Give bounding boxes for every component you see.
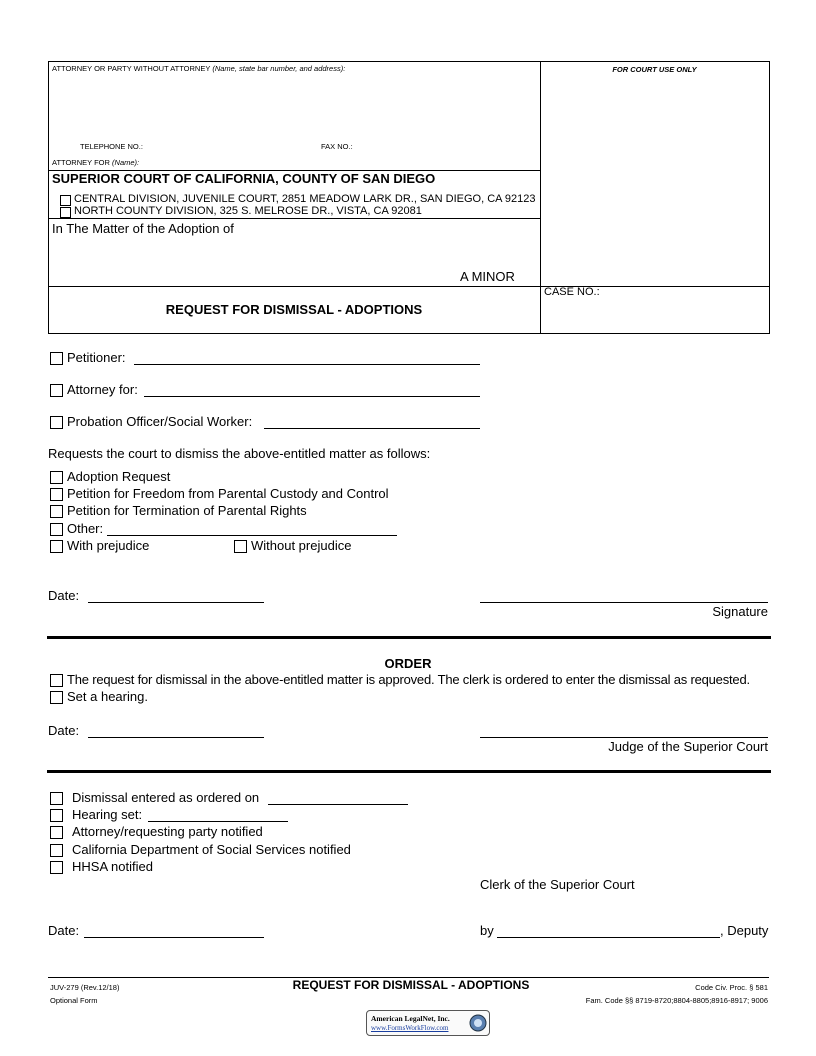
case-no-label: CASE NO.: xyxy=(544,286,600,298)
petitioner-label: Petitioner: xyxy=(67,350,126,365)
other-checkbox[interactable] xyxy=(50,523,63,536)
clerk-date-label: Date: xyxy=(48,923,80,938)
vertical-divider xyxy=(540,61,541,333)
attorney-notified-label: Attorney/requesting party notified xyxy=(72,824,263,839)
adoption-checkbox[interactable] xyxy=(50,471,63,484)
with-prejudice-checkbox[interactable] xyxy=(50,540,63,553)
signature-line[interactable] xyxy=(480,602,768,603)
legalnet-logo[interactable] xyxy=(366,1010,490,1036)
approved-label: The request for dismissal in the above-entitled matter is approved. The clerk is ordered to enter the dismissal as requested. xyxy=(67,672,750,687)
cdss-notified-checkbox[interactable] xyxy=(50,844,63,857)
other-line[interactable] xyxy=(107,535,397,536)
signature-label: Signature xyxy=(712,604,768,619)
petitioner-line[interactable] xyxy=(134,364,480,365)
set-hearing-checkbox[interactable] xyxy=(50,691,63,704)
clerk-date-line[interactable] xyxy=(84,937,264,938)
hearing-set-line[interactable] xyxy=(148,821,288,822)
freedom-checkbox[interactable] xyxy=(50,488,63,501)
request-intro: Requests the court to dismiss the above-entitled matter as follows: xyxy=(48,446,431,461)
attorney-label: Attorney for: xyxy=(67,382,138,397)
attorney-for-label: ATTORNEY FOR (Name): xyxy=(52,158,140,167)
entered-line[interactable] xyxy=(268,804,408,805)
adoption-label: Adoption Request xyxy=(67,469,171,484)
hhsa-notified-checkbox[interactable] xyxy=(50,861,63,874)
hhsa-notified-label: HHSA notified xyxy=(72,859,153,874)
minor-label: A MINOR xyxy=(460,269,515,284)
form-title: REQUEST FOR DISMISSAL - ADOPTIONS xyxy=(165,302,423,317)
probation-line[interactable] xyxy=(264,428,480,429)
petitioner-checkbox[interactable] xyxy=(50,352,63,365)
telephone-label: TELEPHONE NO.: xyxy=(80,142,143,151)
divider-title xyxy=(48,286,769,287)
attorney-line[interactable] xyxy=(144,396,480,397)
without-prejudice-label: Without prejudice xyxy=(251,538,352,553)
termination-checkbox[interactable] xyxy=(50,505,63,518)
termination-label: Petition for Termination of Parental Rights xyxy=(67,503,307,518)
approved-checkbox[interactable] xyxy=(50,674,63,687)
hearing-set-checkbox[interactable] xyxy=(50,809,63,822)
freedom-label: Petition for Freedom from Parental Custody and Control xyxy=(67,486,389,501)
attorney-label: ATTORNEY OR PARTY WITHOUT ATTORNEY (Name, state bar number, and address): xyxy=(52,64,346,73)
optional-form: Optional Form xyxy=(50,996,98,1005)
form-number: JUV-279 (Rev.12/18) xyxy=(50,983,120,992)
entered-label: Dismissal entered as ordered on xyxy=(72,790,260,805)
court-use-label: FOR COURT USE ONLY xyxy=(612,65,697,74)
request-date-label: Date: xyxy=(48,588,80,603)
attorney-notified-checkbox[interactable] xyxy=(50,826,63,839)
fam-code: Fam. Code §§ 8719-8720;8804-8805;8916-8917; 9006 xyxy=(585,996,768,1005)
judge-label: Judge of the Superior Court xyxy=(608,739,768,754)
central-division-label: CENTRAL DIVISION, JUVENILE COURT, 2851 MEADOW LARK DR., SAN DIEGO, CA 92123 xyxy=(74,193,536,205)
order-divider xyxy=(47,636,771,639)
attorney-checkbox[interactable] xyxy=(50,384,63,397)
entered-checkbox[interactable] xyxy=(50,792,63,805)
court-title: SUPERIOR COURT OF CALIFORNIA, COUNTY OF SAN DIEGO xyxy=(52,171,436,186)
divider-matter xyxy=(48,218,540,219)
clerk-title: Clerk of the Superior Court xyxy=(480,877,635,892)
clerk-divider xyxy=(47,770,771,773)
order-date-label: Date: xyxy=(48,723,80,738)
order-date-line[interactable] xyxy=(88,737,264,738)
globe-icon xyxy=(469,1014,487,1032)
set-hearing-label: Set a hearing. xyxy=(67,689,148,704)
request-date-line[interactable] xyxy=(88,602,264,603)
without-prejudice-checkbox[interactable] xyxy=(234,540,247,553)
with-prejudice-label: With prejudice xyxy=(67,538,150,553)
judge-line[interactable] xyxy=(480,737,768,738)
by-label: by xyxy=(480,923,494,938)
deputy-label: , Deputy xyxy=(720,923,769,938)
central-division-checkbox[interactable] xyxy=(60,195,71,206)
north-division-checkbox[interactable] xyxy=(60,207,71,218)
logo-url[interactable]: www.FormsWorkFlow.com xyxy=(371,1024,449,1032)
order-heading: ORDER xyxy=(384,656,432,671)
other-label: Other: xyxy=(67,521,104,536)
logo-name: American LegalNet, Inc. xyxy=(371,1014,450,1023)
code-civ: Code Civ. Proc. § 581 xyxy=(695,983,768,992)
footer-title: REQUEST FOR DISMISSAL - ADOPTIONS xyxy=(292,978,530,992)
north-division-label: NORTH COUNTY DIVISION, 325 S. MELROSE DR., VISTA, CA 92081 xyxy=(74,205,422,217)
fax-label: FAX NO.: xyxy=(321,142,353,151)
probation-label: Probation Officer/Social Worker: xyxy=(67,414,253,429)
probation-checkbox[interactable] xyxy=(50,416,63,429)
matter-label: In The Matter of the Adoption of xyxy=(52,221,234,236)
deputy-line[interactable] xyxy=(497,937,720,938)
hearing-set-label: Hearing set: xyxy=(72,807,143,822)
cdss-notified-label: California Department of Social Services notified xyxy=(72,842,351,857)
